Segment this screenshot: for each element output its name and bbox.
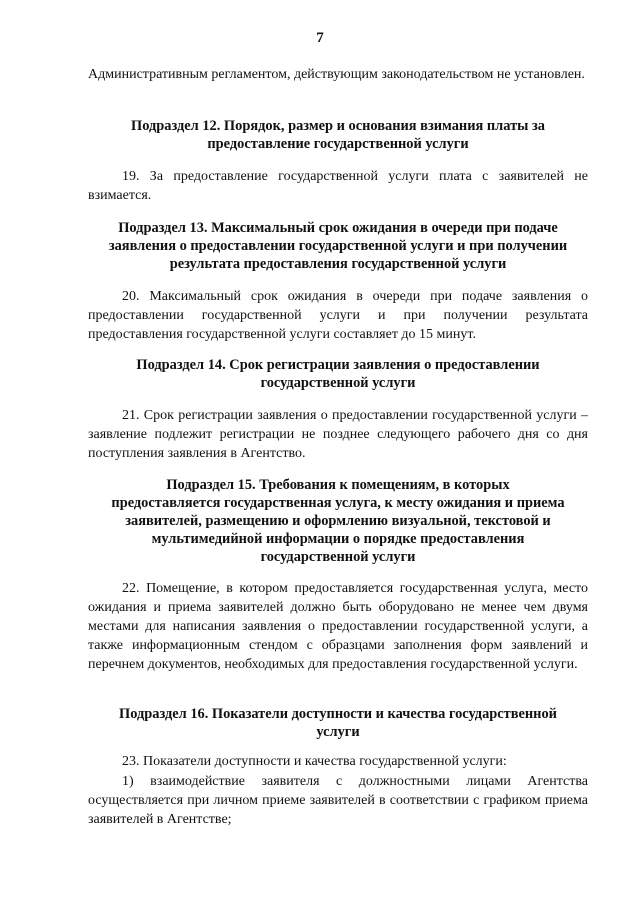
heading-line: Подраздел 15. Требования к помещениям, в которых [166, 477, 510, 493]
heading-line: заявления о предоставлении государственной услуги и при получении [108, 238, 568, 254]
paragraph-intro: Административным регламентом, действующим законодательством не установлен. [88, 67, 585, 82]
paragraph-23-item-1: 1) взаимодействие заявителя с должностными лицами Агентства осуществляется при личном приеме заявителей в соответствии с графиком приема заявителей в Агентстве; [88, 774, 588, 827]
heading-line: заявителей, размещению и оформлению визуальной, текстовой и [125, 513, 551, 529]
heading-subsection-15 [88, 476, 588, 566]
heading-subsection-14 [88, 356, 588, 392]
heading-line: Подраздел 14. Срок регистрации заявления о предоставлении [136, 357, 540, 373]
heading-line: результата предоставления государственной услуги [169, 256, 507, 272]
heading-line: государственной услуги [260, 549, 416, 565]
heading-line: Подраздел 16. Показатели доступности и качества государственной [119, 706, 557, 722]
paragraph-23: 23. Показатели доступности и качества государственной услуги: [122, 754, 507, 769]
paragraph-20: 20. Максимальный срок ожидания в очереди при подаче заявления о предоставлении государственной услуги и при получении результата предоставления государственной услуги составляет до 15 минут. [88, 289, 588, 342]
heading-line: государственной услуги [260, 375, 416, 391]
heading-subsection-13 [88, 219, 588, 273]
paragraph-22: 22. Помещение, в котором предоставляется государственная услуга, место ожидания и приема заявителей должно быть оборудовано не менее чем двумя местами для написания заявления о предоставлении государственной услуги, а также информационным стендом с образцами заполнения форм заявлений и перечнем документов, необходимых для предоставления государственной услуги. [88, 581, 588, 672]
heading-line: услуги [316, 724, 360, 740]
heading-line: мультимедийной информации о порядке предоставления [151, 531, 525, 547]
heading-subsection-16 [88, 705, 588, 741]
page-number: 7 [316, 30, 324, 46]
heading-line: предоставляется государственная услуга, к месту ожидания и приема [111, 495, 565, 511]
heading-subsection-12 [88, 117, 588, 153]
paragraph-19: 19. За предоставление государственной услуги плата с заявителей не взимается. [88, 169, 588, 203]
heading-line: Подраздел 12. Порядок, размер и основания взимания платы за [131, 118, 545, 134]
paragraph-21: 21. Срок регистрации заявления о предоставлении государственной услуги – заявление подлежит регистрации не позднее следующего рабочего дня со дня поступления заявления в Агентство. [88, 408, 588, 461]
heading-line: предоставление государственной услуги [207, 136, 469, 152]
heading-line: Подраздел 13. Максимальный срок ожидания в очереди при подаче [118, 220, 558, 236]
